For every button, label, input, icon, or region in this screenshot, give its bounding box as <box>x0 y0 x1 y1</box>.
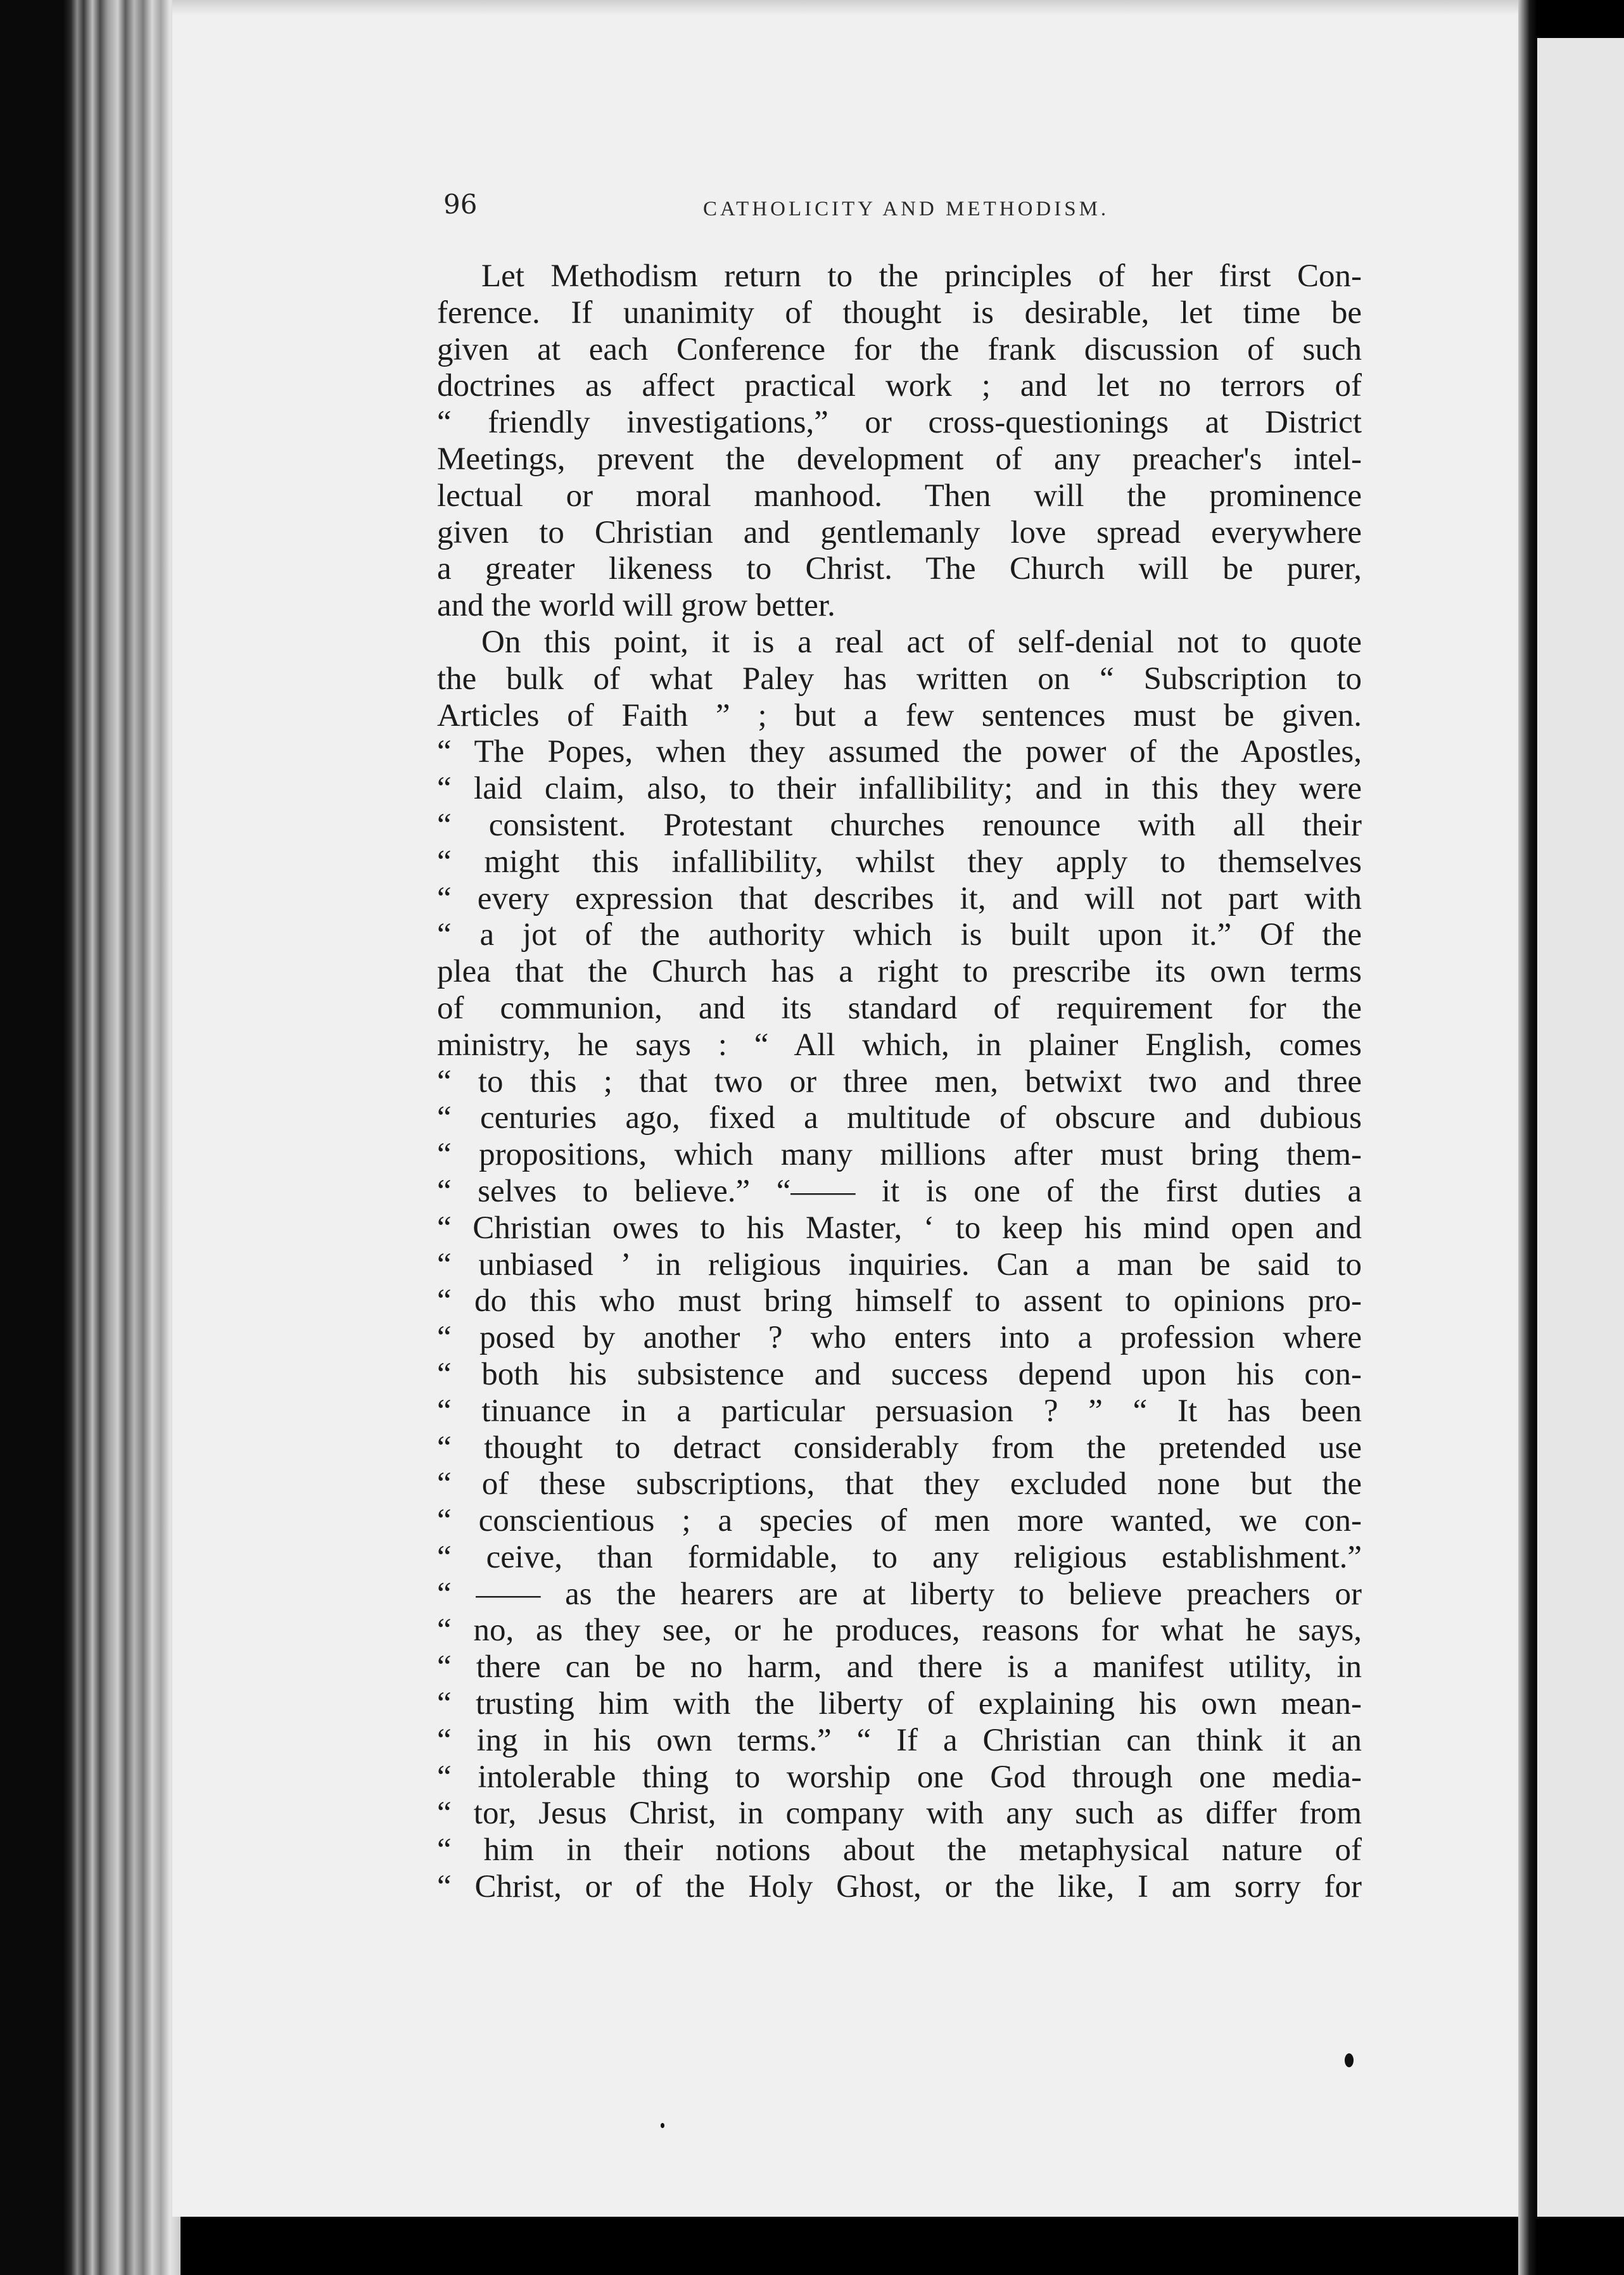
text-line: “ do this who must bring himself to assent to opinions pro- <box>437 1283 1362 1319</box>
text-line: doctrines as affect practical work ; and let no terrors of <box>437 368 1362 404</box>
text-line: “ tor, Jesus Christ, in company with any such as differ from <box>437 1796 1362 1832</box>
text-line: “ ceive, than formidable, to any religious establishment.” <box>437 1539 1362 1575</box>
text-line: “ a jot of the authority which is built upon it.” Of the <box>437 917 1362 953</box>
text-line: “ consistent. Protestant churches renounce with all their <box>437 807 1362 843</box>
text-line: lectual or moral manhood. Then will the prominence <box>437 478 1362 514</box>
text-line: “ might this infallibility, whilst they apply to themselves <box>437 844 1362 880</box>
text-line: “ thought to detract considerably from the pretended use <box>437 1429 1362 1466</box>
running-title: CATHOLICITY AND METHODISM. <box>703 198 1110 220</box>
text-line: given at each Conference for the frank discussion of such <box>437 331 1362 367</box>
page-number: 96 <box>443 189 478 220</box>
text-line: “ of these subscriptions, that they excluded none but the <box>437 1466 1362 1502</box>
text-line: “ every expression that describes it, and will not part with <box>437 880 1362 916</box>
text-line: Let Methodism return to the principles of her first Con- <box>481 258 1362 294</box>
text-line: the bulk of what Paley has written on “ Subscription to <box>437 661 1362 697</box>
ink-speck <box>661 2123 664 2128</box>
text-line: “ centuries ago, fixed a multitude of obscure and dubious <box>437 1100 1362 1136</box>
facing-page-edge <box>1537 38 1624 2217</box>
page-top-shadow <box>172 0 1518 15</box>
text-line: “ both his subsistence and success depend upon his con- <box>437 1356 1362 1392</box>
text-line: “ propositions, which many millions after must bring them- <box>437 1137 1362 1173</box>
body-text <box>437 258 1362 1906</box>
text-line: “ him in their notions about the metaphysical nature of <box>437 1832 1362 1868</box>
text-line: and the world will grow better. <box>437 588 835 624</box>
text-line: “ selves to believe.” “—— it is one of the first duties a <box>437 1173 1362 1209</box>
book-spine-edge <box>0 0 181 2275</box>
text-line: “ Christian owes to his Master, ‘ to keep his mind open and <box>437 1210 1362 1246</box>
text-line: “ to this ; that two or three men, betwixt two and three <box>437 1063 1362 1099</box>
text-line: “ ing in his own terms.” “ If a Christian can think it an <box>437 1722 1362 1758</box>
text-line: “ —— as the hearers are at liberty to believe preachers or <box>437 1576 1362 1612</box>
text-line: “ no, as they see, or he produces, reasons for what he says, <box>437 1613 1362 1649</box>
text-line: On this point, it is a real act of self-denial not to quote <box>481 624 1362 660</box>
text-line: “ conscientious ; a species of men more wanted, we con- <box>437 1503 1362 1539</box>
text-line: “ intolerable thing to worship one God through one media- <box>437 1759 1362 1795</box>
text-line: given to Christian and gentlemanly love spread everywhere <box>437 514 1362 550</box>
text-line: “ Christ, or of the Holy Ghost, or the like, I am sorry for <box>437 1869 1362 1905</box>
text-line: “ trusting him with the liberty of explaining his own mean- <box>437 1686 1362 1722</box>
text-line: ference. If unanimity of thought is desirable, let time be <box>437 295 1362 331</box>
text-line: “ laid claim, also, to their infallibility; and in this they were <box>437 771 1362 807</box>
page-gutter-shadow <box>1518 0 1537 2275</box>
text-line: “ there can be no harm, and there is a manifest utility, in <box>437 1649 1362 1685</box>
text-line: of communion, and its standard of requirement for the <box>437 990 1362 1026</box>
text-line: Meetings, prevent the development of any preacher's intel- <box>437 441 1362 477</box>
text-line: “ posed by another ? who enters into a profession where <box>437 1320 1362 1356</box>
text-line: “ tinuance in a particular persuasion ? ” “ It has been <box>437 1393 1362 1429</box>
text-line: plea that the Church has a right to prescribe its own terms <box>437 954 1362 990</box>
text-line: Articles of Faith ” ; but a few sentences must be given. <box>437 697 1362 733</box>
text-line: ministry, he says : “ All which, in plainer English, comes <box>437 1027 1362 1063</box>
ink-speck <box>1345 2053 1354 2067</box>
text-line: “ friendly investigations,” or cross-questionings at District <box>437 405 1362 441</box>
text-line: “ unbiased ’ in religious inquiries. Can a man be said to <box>437 1246 1362 1283</box>
text-line: “ The Popes, when they assumed the power of the Apostles, <box>437 734 1362 770</box>
text-line: a greater likeness to Christ. The Church will be purer, <box>437 551 1362 587</box>
